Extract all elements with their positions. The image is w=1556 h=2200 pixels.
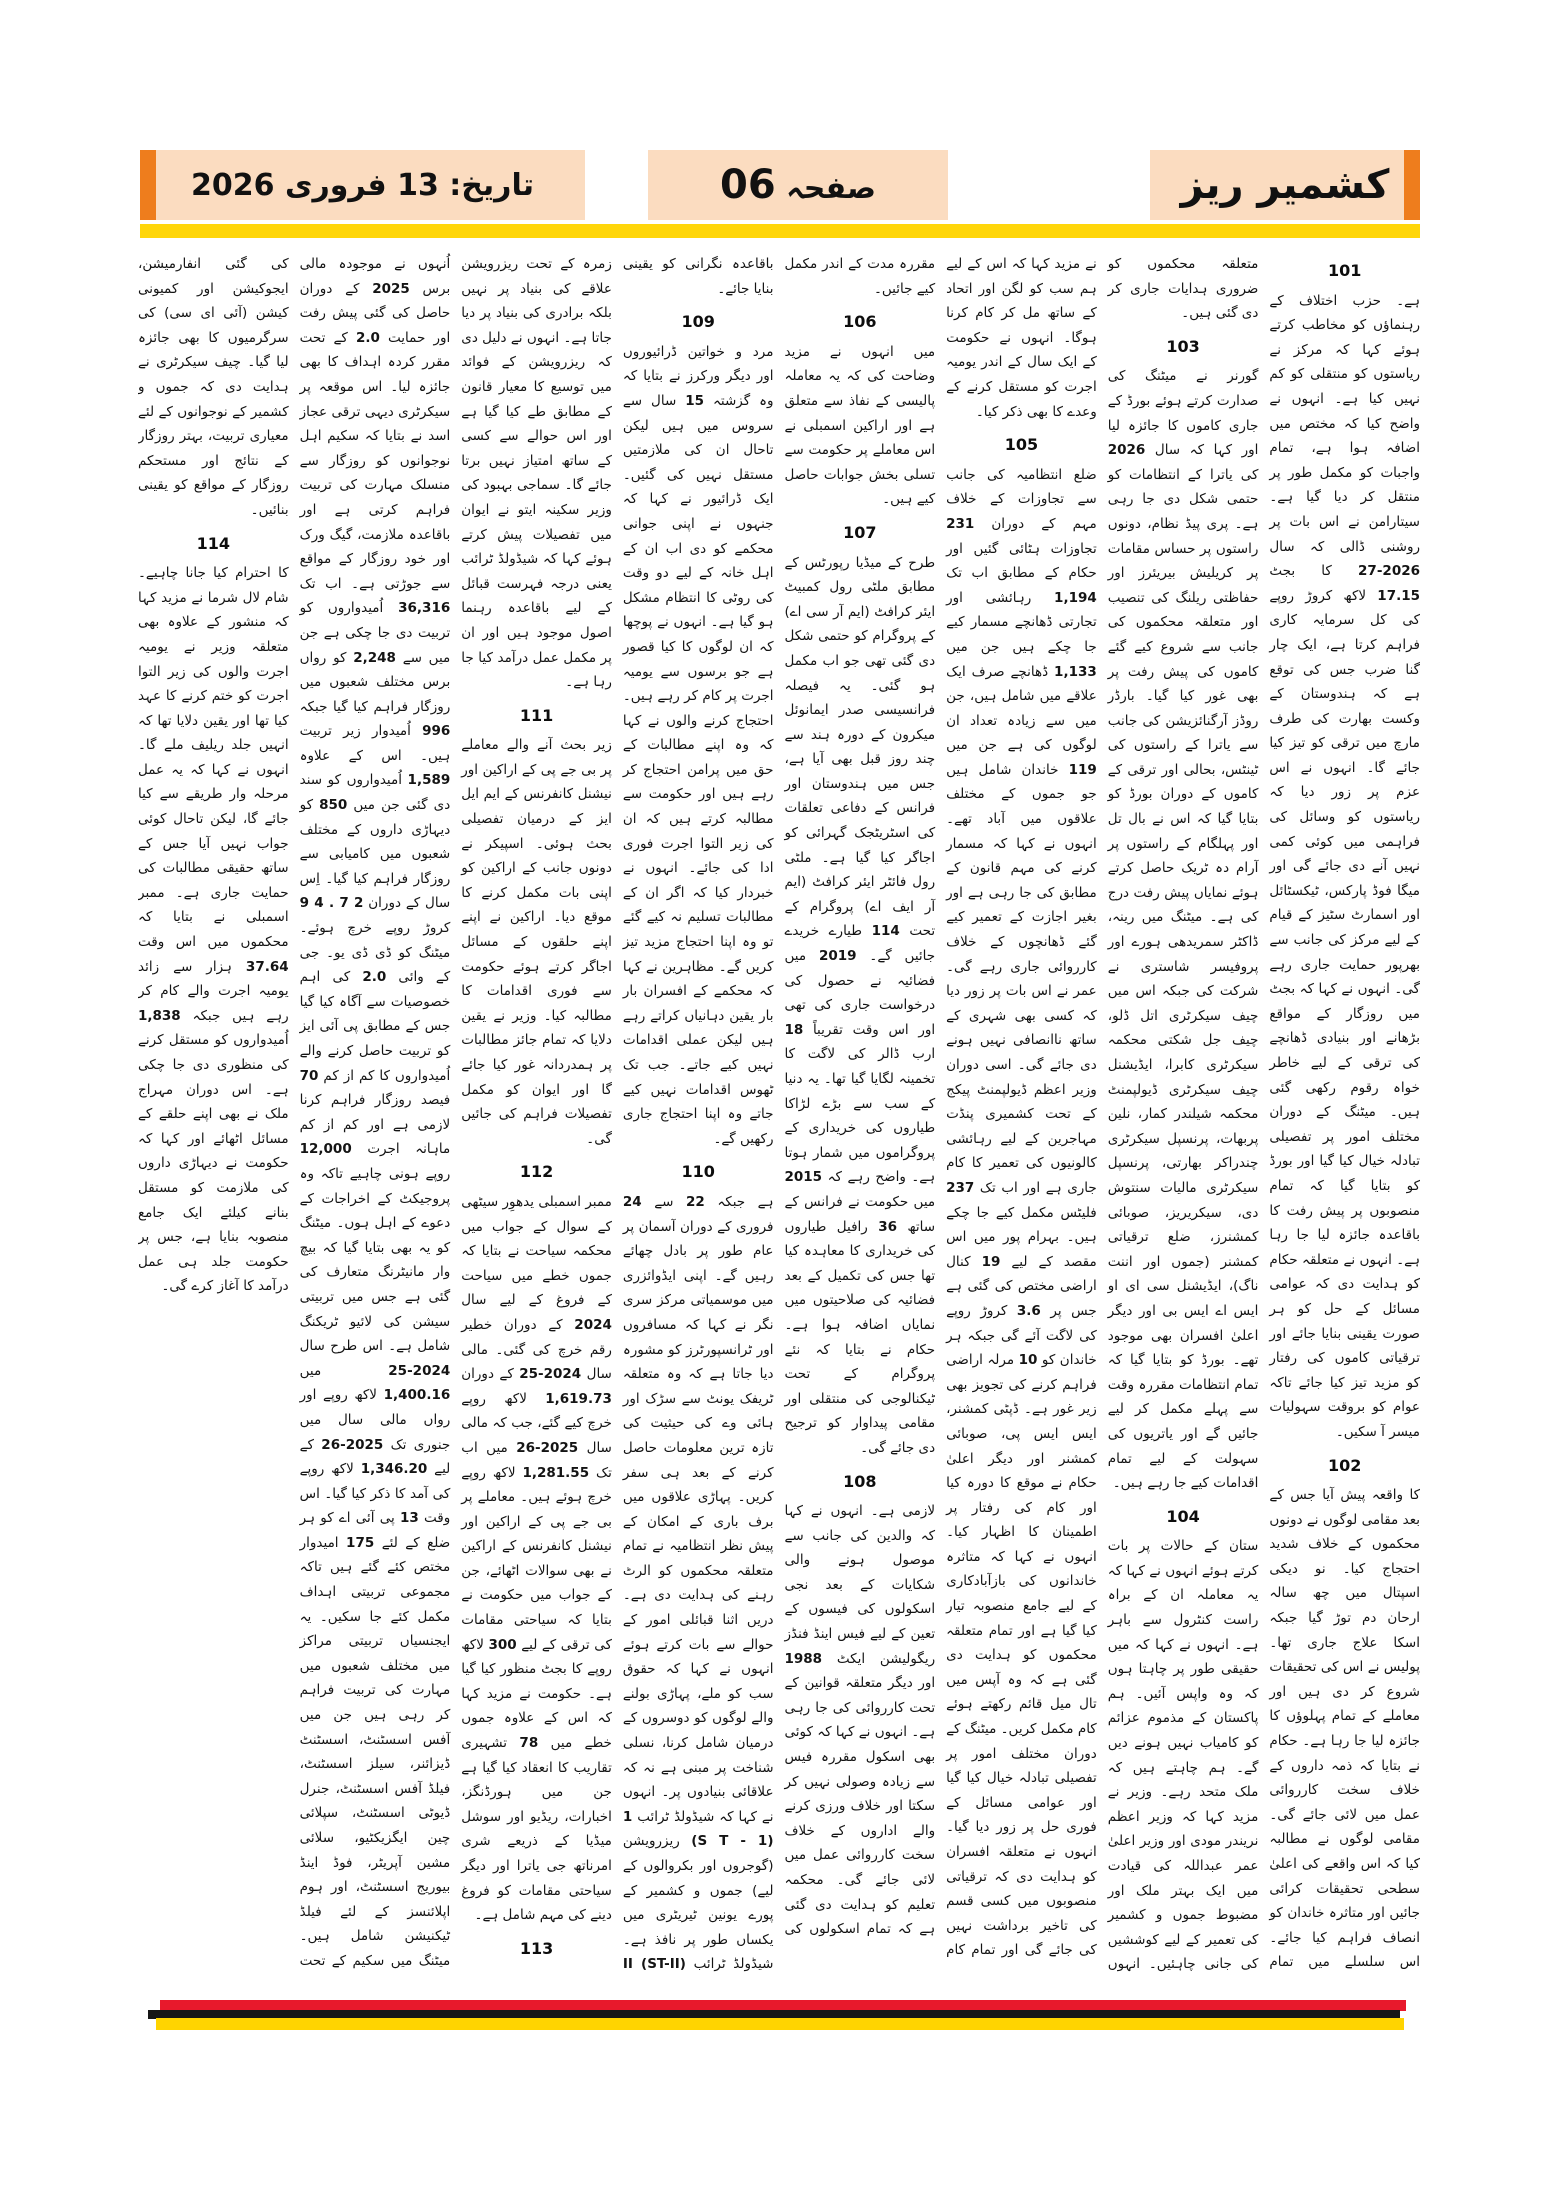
- section-heading-103: 103: [1166, 336, 1200, 356]
- header-yellow-rule: [140, 224, 1420, 238]
- section-text-102: کا واقعہ پیش آیا جس کے بعد مقامی لوگوں نے دونوں محکموں کے خلاف شدید احتجاج کیا۔ نو دیکی اسپتال میں چھ سالہ ارحان دم توڑ گیا جبکہ اسکا علاج جاری تھا۔ پولیس نے اس کی تحقیقات شروع کر دی ہیں اور معاملے کے تمام پہلوؤں کا جائزہ لیا جا رہا ہے۔ حکام نے بتایا کہ ذمہ داروں کے خلاف سخت کارروائی عمل میں لائی جائے گی۔ مقامی لوگوں نے مطالبہ کیا کہ اس واقعے کی اعلیٰ سطحی تحقیقات کرائی جائیں اور متاثرہ خاندان کو انصاف فراہم کیا جائے۔ اس سلسلے میں تمام متعلقہ محکموں کو ضروری ہدایات جاری کر دی گئی ہیں۔: [1107, 256, 1420, 1971]
- section-heading-102: 102: [1327, 1455, 1362, 1475]
- page-number-label: [720, 162, 876, 208]
- section-text-104: ستان کے حالات پر بات کرتے ہوئے انہوں نے کہا کہ یہ معاملہ ان کے براہ راست کنٹرول سے باہر ہے۔ انہوں نے کہا کہ میں حقیقی طور پر چاہتا ہوں کہ وہ واپس آئیں۔ ہم پاکستان کے مذموم عزائم کو کامیاب نہیں ہونے دیں گے۔ ہم چاہتے ہیں کہ ملک متحد رہے۔ وزیر نے مزید کہا کہ وزیر اعظم نریندر مودی اور وزیر اعلیٰ عمر عبداللہ کی قیادت میں ایک بہتر ملک اور مضبوط جموں و کشمیر کی تعمیر کے لیے کوششیں کی جانی چاہئیں۔ انہوں نے مزید کہا کہ اس کے لیے ہم سب کو لگن اور اتحاد کے ساتھ مل کر کام کرنا ہوگا۔ انہوں نے حکومت کے ایک سال کے اندر یومیہ اجرت کو مستقل کرنے کے وعدے کا بھی ذکر کیا۔: [946, 256, 1259, 1973]
- masthead-accent-bar: [1404, 150, 1420, 220]
- newspaper-title: کشمیر ریز: [1180, 162, 1390, 208]
- section-text-107: طرح کے میڈیا رپورٹس کے مطابق ملٹی رول کمبیٹ ایئر کرافٹ (ایم آر سی اے) کے پروگرام کو حتمی شکل دی گئی تھی جو اب مکمل ہو گئی۔ یہ فیصلہ فرانسیسی صدر ایمانوئل میکرون کے دورہ ہند سے چند روز قبل بھی آیا ہے، جس میں ہندوستان اور فرانس کے دفاعی تعلقات کی اسٹریٹجک گہرائی کو اجاگر کیا گیا ہے۔ ملٹی رول فائٹر ایئر کرافٹ (ایم آر ایف اے) پروگرام کے تحت 114 طیارے خریدے جائیں گے۔ 2019 میں فضائیہ نے حصول کی درخواست جاری کی تھی اور اس وقت تقریباً 18 ارب ڈالر کی لاگت کا تخمینہ لگایا گیا تھا۔ یہ دنیا کے سب سے بڑے لڑاکا طیاروں کی خریداری کے پروگراموں میں شمار ہوتا ہے۔ واضح رہے کہ 2015 میں حکومت نے فرانس کے ساتھ 36 رافیل طیاروں کی خریداری کا معاہدہ کیا تھا جس کی تکمیل کے بعد فضائیہ کی صلاحیتوں میں نمایاں اضافہ ہوا ہے۔ حکام نے بتایا کہ نئے پروگرام کے تحت ٹیکنالوجی کی منتقلی اور مقامی پیداوار کو ترجیح دی جائے گی۔: [784, 554, 936, 1456]
- section-text-113: اُنہوں نے موجودہ مالی برس 2025 کے دوران حاصل کی گئی پیش رفت اور حمایت 2.0 کے تحت مقرر کردہ اہداف کا بھی جائزہ لیا۔ اس موقعہ پر سیکرٹری دیہی ترقی عجاز اسد نے بتایا کہ سکیم اہل نوجوانوں کو روزگار سے منسلک مہارت کی تربیت فراہم کرتی ہے اور باقاعدہ ملازمت، گیگ ورک اور خود روزگار کے مواقع سے جوڑتی ہے۔ اب تک 36,316 اُمیدواروں کو تربیت دی جا چکی ہے جن میں سے 2,248 کو رواں برس مختلف شعبوں میں روزگار فراہم کیا گیا جبکہ 996 اُمیدوار زیر تربیت ہیں۔ اس کے علاوہ 1,589 اُمیدواروں کو سند دی گئی جن میں 850 کو دیہاڑی داروں کے مختلف شعبوں میں کامیابی سے روزگار فراہم کیا گیا۔ اِس سال کے دوران 2 7 . 4 9 کروڑ روپے خرچ ہوئے۔ میٹنگ کو ڈی ڈی یو۔ جی کے وائی 2.0 کی اہم خصوصیات سے آگاہ کیا گیا جس کے مطابق پی آئی ایز کو تربیت حاصل کرنے والے اُمیدواروں کا کم از کم 70 فیصد روزگار فراہم کرنا لازمی ہے اور کم از کم ماہانہ اجرت 12,000 روپے ہونی چاہیے تاکہ وہ پروجیکٹ کے اخراجات کے دعوے کے اہل ہوں۔ میٹنگ کو یہ بھی بتایا گیا کہ بیچ وار مانیٹرنگ متعارف کی گئی ہے جس میں تربیتی سیشن کی لائیو ٹریکنگ شامل ہے۔ اس طرح سال 2024-25 میں 1,400.16 لاکھ روپے اور رواں مالی سال میں جنوری تک 2025-26 کے لیے 1,346.20 لاکھ روپے کی آمد کا ذکر کیا گیا۔ اس وقت 13 پی آئی اے کو ہر ضلع کے لئے 175 امیدوار مختص کئے گئے ہیں تاکہ مجموعی تربیتی اہداف مکمل کئے جا سکیں۔ یہ ایجنسیاں تربیتی مراکز میں مختلف شعبوں میں مہارت کی تربیت فراہم کر رہی ہیں جن میں آفس اسسٹنٹ، اسسٹنٹ ڈیزائنر، سیلز اسسٹنٹ، فیلڈ آفس اسسٹنٹ، جنرل ڈیوٹی اسسٹنٹ، سپلائی چین ایگزیکٹیو، سلائی مشین آپریٹر، فوڈ اینڈ بیوریج اسسٹنٹ، اور ہوم اپلائنسز کے لئے فیلڈ ٹیکنیشن شامل ہیں۔ میٹنگ میں سکیم کے تحت کی گئی انفارمیشن، ایجوکیشن اور کمیونی کیشن (آئی ای سی) کی سرگرمیوں کا بھی جائزہ لیا گیا۔ چیف سیکرٹری نے ہدایت دی کہ جموں و کشمیر کے نوجوانوں کے لئے معیاری تربیت، بہتر روزگار کے نتائج اور مستحکم روزگار کے مواقع کو یقینی بنائیں۔: [138, 256, 451, 1969]
- section-text-114: کا احترام کیا جانا چاہیے۔ شام لال شرما نے مزید کہا کہ منشور کے علاوہ بھی متعلقہ وزیر نے یومیہ اجرت والوں کی زیر التوا اجرت کو ختم کرنے کا عہد کیا تھا اور یقین دلایا تھا کہ انہیں جلد ریلیف ملے گا۔ انہوں نے کہا کہ یہ عمل مرحلہ وار طریقے سے کیا جائے گا، لیکن تاحال کوئی جواب نہیں آیا جس کے ساتھ حقیقی مطالبات کی حمایت جاری ہے۔ ممبر اسمبلی نے بتایا کہ محکموں میں اس وقت 37.64 ہزار سے زائد یومیہ اجرت والے کام کر رہے ہیں جبکہ 1,838 اُمیدواروں کو مستقل کرنے کی منظوری دی جا چکی ہے۔ اس دوران مہراج ملک نے بھی اپنے حلقے کے مسائل اٹھائے اور کہا کہ حکومت نے دیہاڑی داروں کی ملازمت کو مستقل بنانے کیلئے ایک جامع منصوبہ بنایا ہے، جس پر حکومت جلد ہی عمل درآمد کا آغاز کرے گی۔: [138, 565, 289, 1295]
- section-heading-101: 101: [1327, 261, 1362, 280]
- section-text-106: میں انہوں نے مزید وضاحت کی کہ یہ معاملہ پالیسی کے نفاذ سے متعلق ہے اور اراکین اسمبلی نے اس معاملے پر حکومت سے تسلی بخش جوابات حاصل کیے ہیں۔: [784, 343, 936, 508]
- article-columns: [138, 252, 1420, 1988]
- date-text: تاریخ: 13 فروری 2026: [191, 167, 534, 203]
- section-text-103: گورنر نے میٹنگ کی صدارت کرتے ہوئے بورڈ کے جاری کاموں کا جائزہ لیا اور کہا کہ سال 2026 کی یاترا کے انتظامات کو حتمی شکل دی جا رہی ہے۔ پری پیڈ نظام، دونوں راستوں پر حساس مقامات پر کریلیش بیریئرز اور حفاظتی ریلنگ کی تنصیب اور متعلقہ محکموں کی جانب سے شروع کیے گئے کاموں کی پیش رفت پر بھی غور کیا گیا۔ بارڈر روڈز آرگنائزیشن کی جانب سے یاترا کے راستوں کی ٹینٹس، بحالی اور ترقی کے کاموں کے دوران بورڈ کو بتایا گیا کہ اس نے بال تل اور پہلگام کے راستوں پر آرام دہ ٹریک حاصل کرتے ہوئے نمایاں پیش رفت درج کی ہے۔ میٹنگ میں رینہ، ڈاکٹر سمریدھی ہورے اور پروفیسر شاستری نے شرکت کی جبکہ اس میں چیف سیکرٹری اتل ڈلو، چیف جل شکتی محکمہ سیکرٹری کابرا، ایڈیشنل چیف سیکرٹری ڈیولپمنٹ محکمہ شیلندر کمار، نلین پربھات، پرنسپل سیکرٹری چندراکر بھارتی، پرنسپل سیکرٹری مالیات سنتوش دی، سیکریریز، صوبائی کمشنرز، ضلع ترقیاتی کمشنر (جموں اور اننت ناگ)، ایڈیشنل سی ای او ایس اے ایس بی اور دیگر اعلیٰ افسران بھی موجود تھے۔ بورڈ کو بتایا گیا کہ تمام انتظامات مقررہ وقت سے پہلے مکمل کر لیے جائیں گے اور یاتریوں کی سہولت کے لیے تمام اقدامات کیے جا رہے ہیں۔: [1107, 368, 1259, 1492]
- page-number: 06: [720, 162, 776, 208]
- section-heading-113: 113: [519, 1938, 554, 1958]
- section-text-101: ہے۔ حزب اختلاف کے رہنماؤں کو مخاطب کرتے ہوئے کہا کہ مرکز نے ریاستوں کو منتقلی کو کم نہیں کیا ہے۔ انہوں نے واضح کیا کہ مختص میں اضافہ ہوا ہے، تمام واجبات کو مکمل طور پر منتقل کر دیا گیا ہے۔ سیتارامن نے اس بات پر روشنی ڈالی کہ سال 2026-27 کا بجٹ 17.15 لاکھ کروڑ روپے کی کل سرمایہ کاری فراہم کرتا ہے، ایک چار گنا ضرب جس کی توقع ہے کہ ہندوستان کے وکست بھارت کی طرف مارچ میں ترقی کو تیز کیا جائے گا۔ انہوں نے اس عزم پر زور دیا کہ ریاستوں کو وسائل کی فراہمی میں کوئی کمی نہیں آنے دی جائے گی اور میگا فوڈ پارکس، ٹیکسٹائل اور اسمارٹ سٹیز کے قیام کے لیے مرکز کی جانب سے بھرپور حمایت جاری رہے گی۔ انہوں نے کہا کہ بجٹ میں روزگار کے مواقع بڑھانے اور بنیادی ڈھانچے کی ترقی کے لیے خاطر خواہ رقوم رکھی گئی ہیں۔ میٹنگ کے دوران مختلف امور پر تفصیلی تبادلہ خیال کیا گیا اور بورڈ کو بتایا گیا کہ تمام منصوبوں پر پیش رفت کا باقاعدہ جائزہ لیا جا رہا ہے۔ انہوں نے متعلقہ حکام کو ہدایت دی کہ عوامی مسائل کے حل کو ہر صورت یقینی بنایا جائے اور ترقیاتی کاموں کی رفتار کو مزید تیز کیا جائے تاکہ عوام کو بروقت سہولیات میسر آ سکیں۔: [1269, 292, 1420, 1440]
- bottom-rules: [148, 2000, 1406, 2034]
- section-heading-112: 112: [519, 1162, 554, 1182]
- date-accent-bar: [140, 150, 156, 220]
- page-label: صفحہ: [786, 171, 876, 206]
- masthead: [1150, 150, 1420, 220]
- section-heading-107: 107: [843, 522, 877, 542]
- section-heading-104: 104: [1166, 1506, 1200, 1526]
- section-text-111: زیر بحث آنے والے معاملے پر بی جے پی کے اراکین اور نیشنل کانفرنس کے ایم ایل ایز کے درمیان تفصیلی بحث ہوئی۔ اسپیکر نے دونوں جانب کے اراکین کو اپنی بات مکمل کرنے کا موقع دیا۔ اراکین نے اپنے اپنے حلقوں کے مسائل اجاگر کرتے ہوئے حکومت سے فوری اقدامات کا مطالبہ کیا۔ وزیر نے یقین دلایا کہ تمام جائز مطالبات پر ہمدردانہ غور کیا جائے گا اور ایوان کو مکمل تفصیلات فراہم کی جائیں گی۔: [461, 737, 612, 1147]
- section-heading-105: 105: [1004, 435, 1039, 455]
- section-text-108: لازمی ہے۔ انہوں نے کہا کہ والدین کی جانب سے موصول ہونے والی شکایات کے بعد نجی اسکولوں کی فیسوں کے تعین کے لیے فیس اینڈ فنڈز ریگولیشن ایکٹ 1988 اور دیگر متعلقہ قوانین کے تحت کارروائی کی جا رہی ہے۔ انہوں نے کہا کہ کوئی بھی اسکول مقررہ فیس سے زیادہ وصولی نہیں کر سکتا اور خلاف ورزی کرنے والے اداروں کے خلاف سخت کارروائی عمل میں لائی جائے گی۔ محکمہ تعلیم کو ہدایت دی گئی ہے کہ تمام اسکولوں کی باقاعدہ نگرانی کو یقینی بنایا جائے۔: [622, 256, 936, 1938]
- section-text-109: مرد و خواتین ڈرائیوروں اور دیگر ورکرز نے بتایا کہ وہ گزشتہ 15 سال سے سروس میں ہیں لیکن تاحال ان کی ملازمتیں مستقل نہیں کی گئیں۔ ایک ڈرائیور نے کہا کہ جنہوں نے اپنی جوانی محکمے کو دی اب ان کے اہل خانہ کے لیے دو وقت کی روٹی کا انتظام مشکل ہو گیا ہے۔ انہوں نے پوچھا کہ ان لوگوں کا کیا قصور ہے جو برسوں سے یومیہ اجرت پر کام کر رہے ہیں۔ احتجاج کرنے والوں نے کہا کہ وہ اپنے مطالبات کے حق میں پرامن احتجاج کر رہے ہیں اور حکومت سے مطالبہ کرتے ہیں کہ ان کی زیر التوا اجرت فوری ادا کی جائے۔ انہوں نے خبردار کیا کہ اگر ان کے مطالبات تسلیم نہ کیے گئے تو وہ اپنا احتجاج مزید تیز کریں گے۔ مظاہرین نے کہا کہ محکمے کے افسران بار بار یقین دہانیاں کراتے رہے ہیں لیکن عملی اقدامات نہیں کیے جاتے۔ جب تک ٹھوس اقدامات نہیں کیے جاتے وہ اپنا احتجاج جاری رکھیں گے۔: [622, 343, 774, 1147]
- section-heading-111: 111: [519, 705, 554, 725]
- section-text-110: ہے جبکہ 22 سے 24 فروری کے دوران آسمان پر عام طور پر بادل چھائے رہیں گے۔ اپنی ایڈوائزری میں موسمیاتی مرکز سری نگر نے کہا کہ مسافروں اور ٹرانسپورٹرز کو مشورہ دیا جاتا ہے کہ وہ متعلقہ ٹریفک یونٹ سے سڑک اور ہائی وے کی حیثیت کی تازہ ترین معلومات حاصل کرنے کے بعد ہی سفر کریں۔ پہاڑی علاقوں میں برف باری کے امکان کے پیش نظر انتظامیہ نے تمام متعلقہ محکموں کو الرٹ رہنے کی ہدایت دی ہے۔ دریں اثنا قبائلی امور کے حوالے سے بات کرتے ہوئے انہوں نے کہا کہ حقوق سب کو ملے، پہاڑی بولنے والے لوگوں کو دوسروں کے درمیان شامل کرنا، نسلی شناخت پر مبنی ہے نہ کہ علاقائی بنیادوں پر۔ انہوں نے کہا کہ شیڈولڈ ٹرائب 1 (S T - 1) ریزرویشن (گوجروں اور بکروالوں کے لیے) جموں و کشمیر کے پورے یونین ٹیریٹری میں یکساں طور پر نافذ ہے۔ شیڈولڈ ٹرائب (ST-II) II زمرہ کے تحت ریزرویشن علاقے کی بنیاد پر نہیں بلکہ برادری کی بنیاد پر دیا جاتا ہے۔ انہوں نے دلیل دی کہ ریزرویشن کے فوائد میں توسیع کا معیار قانون کے مطابق طے کیا گیا ہے اور اس حوالے سے کسی کے ساتھ امتیاز نہیں برتا جائے گا۔ سماجی بہبود کی وزیر سکینہ ایتو نے ایوان میں تفصیلات پیش کرتے ہوئے کہا کہ شیڈولڈ ٹرائب یعنی درجہ فہرست قبائل کے لیے باقاعدہ رہنما اصول موجود ہیں اور ان پر مکمل عمل درآمد کیا جا رہا ہے۔: [461, 256, 774, 1973]
- section-heading-114: 114: [196, 533, 231, 553]
- date-box: [140, 150, 585, 220]
- section-heading-109: 109: [681, 312, 715, 332]
- page-number-box: [648, 150, 948, 220]
- section-heading-106: 106: [843, 312, 877, 332]
- bottom-rule-yellow: [156, 2018, 1404, 2030]
- section-text-112: ممبر اسمبلی یدھوِر سیٹھی کے سوال کے جواب میں محکمہ سیاحت نے بتایا کہ جموں خطے میں سیاحت کے فروغ کے لیے سال 2024 کے دوران خطیر رقم خرچ کی گئی۔ مالی سال 2024-25 کے دوران 1,619.73 لاکھ روپے خرچ کیے گئے، جب کہ مالی سال 2025-26 میں اب تک 1,281.55 لاکھ روپے خرچ ہوئے ہیں۔ معاملے پر بی جے پی کے اراکین اور نیشنل کانفرنس کے اراکین نے بھی سوالات اٹھائے، جن کے جواب میں حکومت نے بتایا کہ سیاحتی مقامات کی ترقی کے لیے 300 لاکھ روپے کا بجٹ منظور کیا گیا ہے۔ حکومت نے مزید کہا کہ اس کے علاوہ جموں خطے میں 78 تشہیری تقاریب کا انعقاد کیا گیا ہے جن میں ہورڈنگز، اخبارات، ریڈیو اور سوشل میڈیا کے ذریعے شری امرناتھ جی یاترا اور دیگر سیاحتی مقامات کو فروغ دینے کی مہم شامل ہے۔: [461, 1193, 612, 1924]
- section-heading-110: 110: [681, 1162, 715, 1182]
- section-text-105: ضلع انتظامیہ کی جانب سے تجاوزات کے خلاف مہم کے دوران 231 تجاوزات ہٹائی گئیں اور حکام کے مطابق اب تک 1,194 رہائشی اور تجارتی ڈھانچے مسمار کیے جا چکے ہیں جن میں 1,133 ڈھانچے صرف ایک علاقے میں شامل ہیں، جن میں سے زیادہ تعداد ان لوگوں کی ہے جن میں 119 خاندان شامل ہیں جو جموں کے مختلف علاقوں میں آباد تھے۔ انہوں نے کہا کہ مسمار کرنے کی مہم قانون کے مطابق کی جا رہی ہے اور بغیر اجازت کے تعمیر کیے گئے ڈھانچوں کے خلاف کارروائی جاری رہے گی۔ عمر نے اس بات پر زور دیا کہ کسی بھی شہری کے ساتھ ناانصافی نہیں ہونے دی جائے گی۔ اسی دوران وزیر اعظم ڈیولپمنٹ پیکج کے تحت کشمیری پنڈت مہاجرین کے لیے رہائشی کالونیوں کی تعمیر کا کام جاری ہے اور اب تک 237 فلیٹس مکمل کیے جا چکے ہیں۔ بہرام پور میں اس مقصد کے لیے 19 کنال اراضی مختص کی گئی ہے جس پر 3.6 کروڑ روپے کی لاگت آئے گی جبکہ ہر خاندان کو 10 مرلہ اراضی فراہم کرنے کی تجویز بھی زیر غور ہے۔ ڈپٹی کمشنر، ایس ایس پی، صوبائی کمشنر اور دیگر اعلیٰ حکام نے موقع کا دورہ کیا اور کام کی رفتار پر اطمینان کا اظہار کیا۔ انہوں نے کہا کہ متاثرہ خاندانوں کی بازآبادکاری کے لیے جامع منصوبہ تیار کیا گیا ہے اور تمام متعلقہ محکموں کو ہدایت دی گئی ہے کہ وہ آپس میں تال میل قائم رکھتے ہوئے کام مکمل کریں۔ میٹنگ کے دوران مختلف امور پر تفصیلی تبادلہ خیال کیا گیا اور عوامی مسائل کے فوری حل پر زور دیا گیا۔ انہوں نے متعلقہ افسران کو ہدایت دی کہ ترقیاتی منصوبوں میں کسی قسم کی تاخیر برداشت نہیں کی جائے گی اور تمام کام مقررہ مدت کے اندر مکمل کیے جائیں۔: [784, 256, 1097, 1959]
- section-heading-108: 108: [843, 1471, 877, 1491]
